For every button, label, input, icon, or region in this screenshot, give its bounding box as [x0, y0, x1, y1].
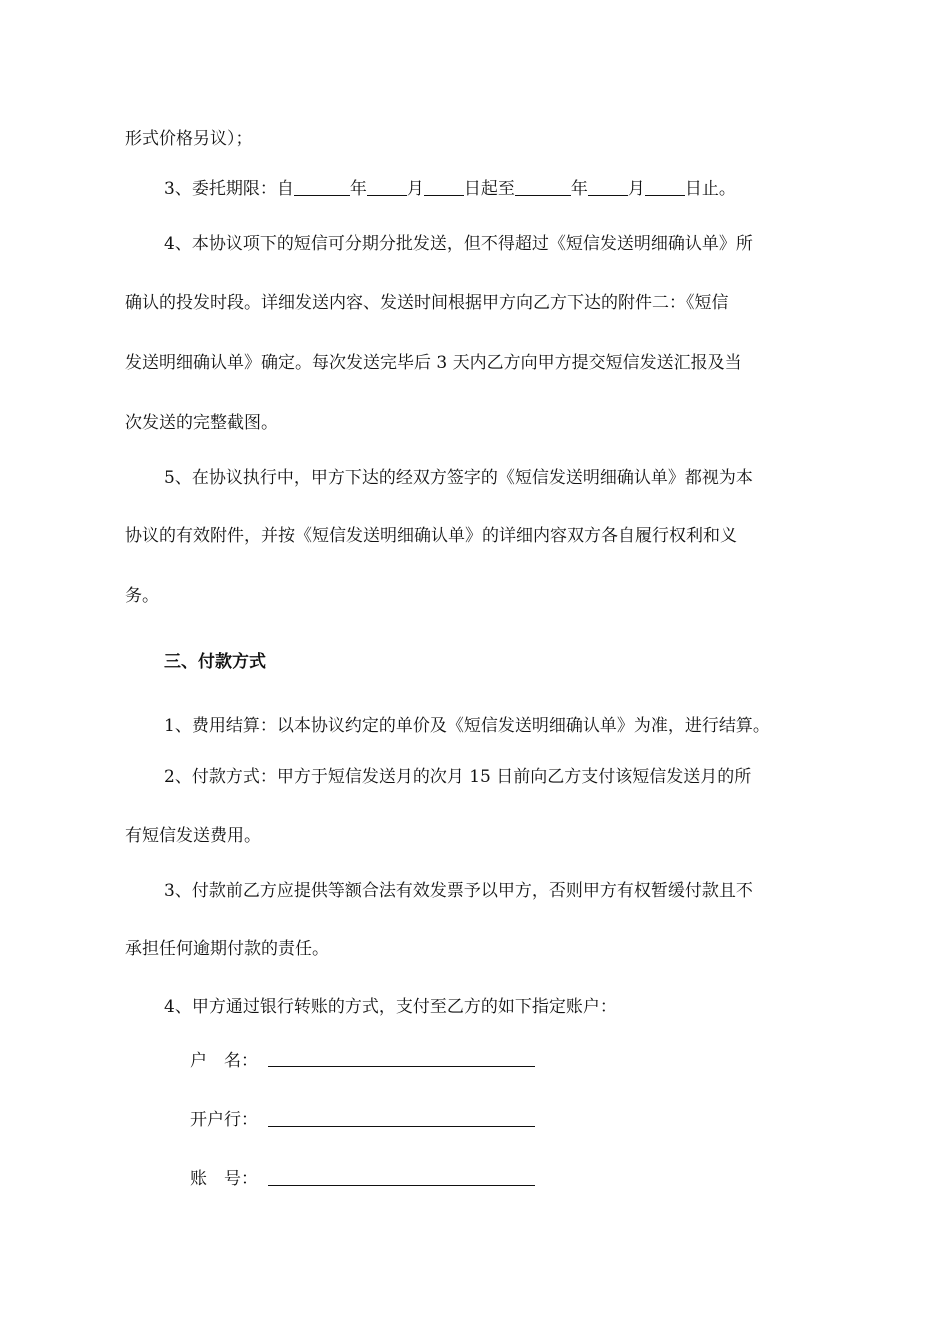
blank-month-start[interactable]: [367, 179, 407, 196]
month-label: 月: [627, 179, 645, 199]
blank-year-start[interactable]: [294, 179, 350, 196]
paragraph-line: 务。: [125, 586, 159, 606]
paragraph-line: 3、付款前乙方应提供等额合法有效发票予以甲方，否则甲方有权暂缓付款且不: [164, 881, 753, 901]
account-number-field[interactable]: [268, 1185, 535, 1186]
account-name-label: 户 名：: [190, 1051, 258, 1071]
blank-day-end[interactable]: [645, 179, 685, 196]
paragraph-line: 形式价格另议）；: [125, 129, 253, 149]
entrust-period-line: [164, 178, 736, 200]
blank-month-end[interactable]: [588, 179, 628, 196]
paragraph-line: 协议的有效附件，并按《短信发送明细确认单》的详细内容双方各自履行权利和义: [125, 526, 737, 546]
paragraph-line: 有短信发送费用。: [125, 826, 261, 846]
day-from-label: 日起至: [463, 179, 515, 199]
day-end-label: 日止。: [684, 179, 736, 199]
paragraph-line: 5、在协议执行中，甲方下达的经双方签字的《短信发送明细确认单》都视为本: [164, 468, 753, 488]
account-number-label: 账 号：: [190, 1169, 258, 1189]
paragraph-line: 确认的投发时段。详细发送内容、发送时间根据甲方向乙方下达的附件二：《短信: [125, 293, 729, 313]
paragraph-line: 4、甲方通过银行转账的方式，支付至乙方的如下指定账户：: [164, 997, 617, 1017]
paragraph-line: 次发送的完整截图。: [125, 413, 278, 433]
paragraph-line: 承担任何逾期付款的责任。: [125, 939, 329, 959]
blank-day-start[interactable]: [424, 179, 464, 196]
year-label: 年: [349, 179, 367, 199]
account-name-field[interactable]: [268, 1066, 535, 1067]
paragraph-line: 发送明细确认单》确定。每次发送完毕后 3 天内乙方向甲方提交短信发送汇报及当: [125, 353, 742, 373]
period-prefix: 3、委托期限：自: [164, 179, 294, 199]
blank-year-end[interactable]: [515, 179, 571, 196]
paragraph-line: 2、付款方式：甲方于短信发送月的次月 15 日前向乙方支付该短信发送月的所: [164, 767, 752, 787]
section-heading: 三、付款方式: [164, 652, 266, 672]
year-label: 年: [570, 179, 588, 199]
bank-label: 开户行：: [190, 1110, 258, 1130]
bank-field[interactable]: [268, 1126, 535, 1127]
month-label: 月: [406, 179, 424, 199]
paragraph-line: 4、本协议项下的短信可分期分批发送，但不得超过《短信发送明细确认单》所: [164, 234, 753, 254]
paragraph-line: 1、费用结算：以本协议约定的单价及《短信发送明细确认单》为准，进行结算。: [164, 716, 770, 736]
